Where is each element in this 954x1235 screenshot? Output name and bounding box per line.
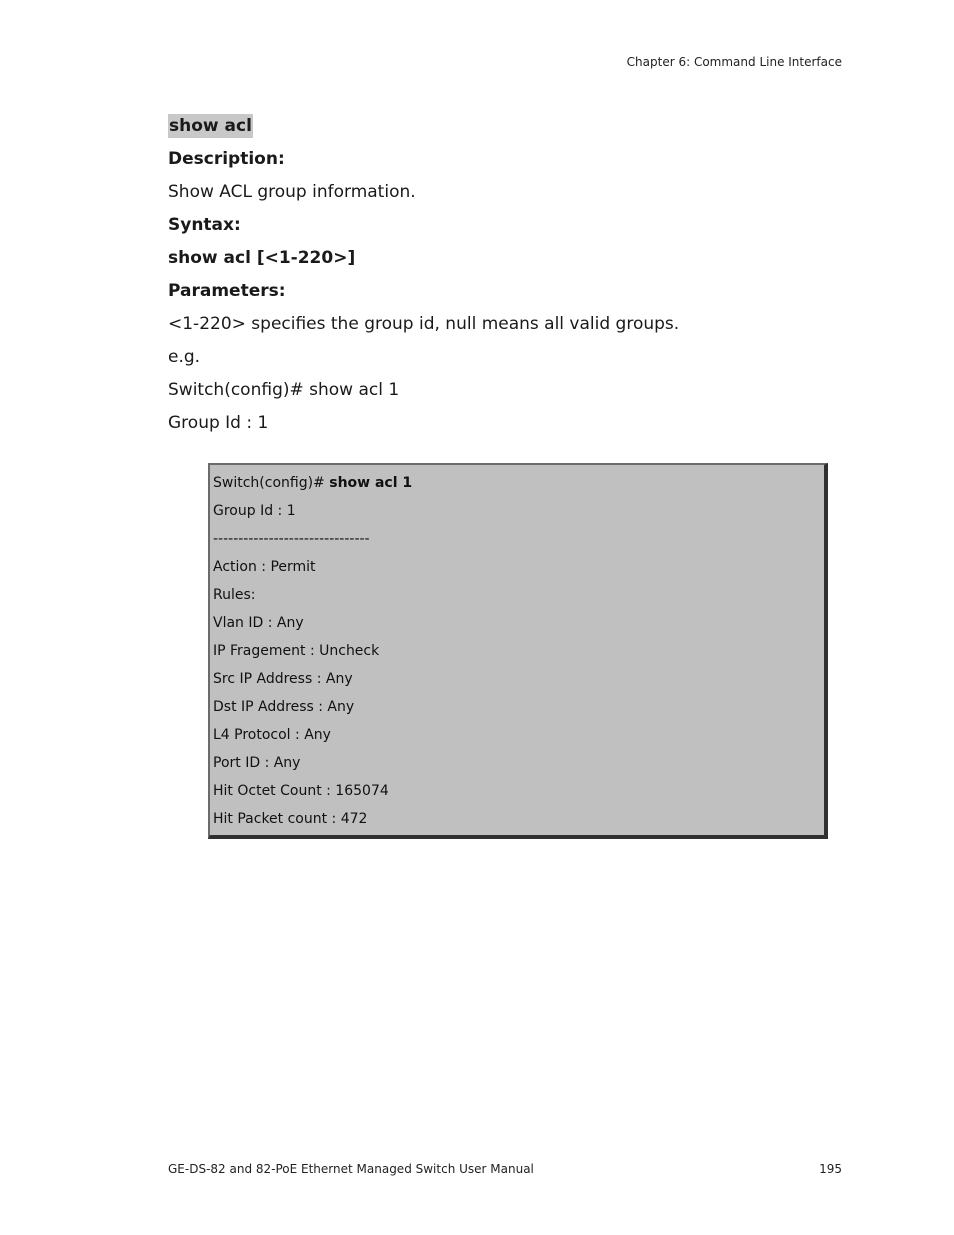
syntax-label: Syntax:: [168, 215, 241, 235]
console-output-box: [208, 463, 828, 839]
console-line: Rules:: [213, 587, 256, 603]
console-line: Action : Permit: [213, 559, 316, 575]
command-title-row: [168, 110, 848, 143]
parameters-label: Parameters:: [168, 281, 286, 301]
description-label: Description:: [168, 149, 285, 169]
example-result: Group Id : 1: [168, 413, 269, 433]
console-line: -------------------------------: [213, 531, 370, 547]
console-line: Hit Octet Count : 165074: [213, 783, 389, 799]
example-command: Switch(config)# show acl 1: [168, 380, 400, 400]
console-command: show acl 1: [329, 475, 413, 491]
console-line: Hit Packet count : 472: [213, 811, 368, 827]
console-line: IP Fragement : Uncheck: [213, 643, 380, 659]
console-line: Port ID : Any: [213, 755, 301, 771]
chapter-header: Chapter 6: Command Line Interface: [626, 55, 842, 69]
console-prompt: Switch(config)#: [213, 475, 330, 491]
syntax-text: show acl [<1-220>]: [168, 248, 356, 268]
console-line: Vlan ID : Any: [213, 615, 304, 631]
example-label: e.g.: [168, 347, 201, 367]
footer-page-number: 195: [819, 1162, 842, 1176]
console-line: Src IP Address : Any: [213, 671, 353, 687]
manual-section: [168, 110, 848, 440]
parameters-text: <1-220> specifies the group id, null means all valid groups.: [168, 314, 680, 334]
console-line: Group Id : 1: [213, 503, 296, 519]
footer-manual-title: GE-DS-82 and 82-PoE Ethernet Managed Switch User Manual: [168, 1162, 534, 1176]
console-line: Dst IP Address : Any: [213, 699, 355, 715]
command-title: show acl: [169, 116, 252, 136]
console-line: L4 Protocol : Any: [213, 727, 331, 743]
console-command-line: [210, 469, 824, 497]
description-text: Show ACL group information.: [168, 182, 416, 202]
